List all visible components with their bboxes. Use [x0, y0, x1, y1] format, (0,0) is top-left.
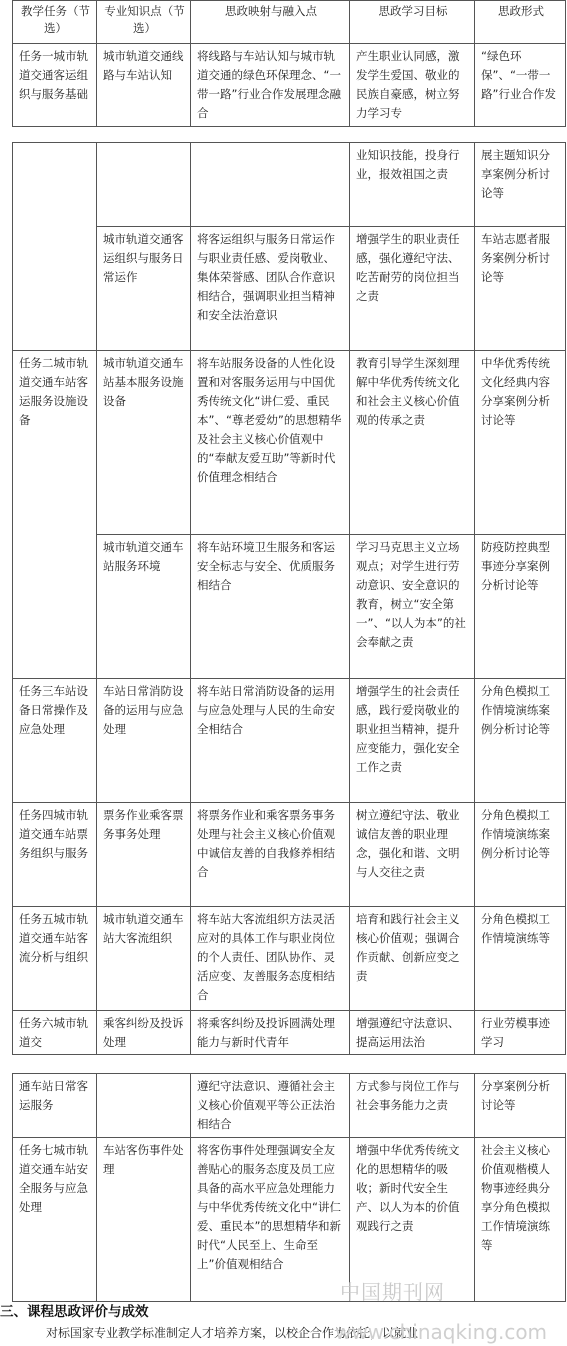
- watermark-cn: 中国期刊网: [340, 1280, 445, 1304]
- mapping-cell: 遵纪守法意识、遵循社会主义核心价值观平等公正法治相结合: [191, 1074, 350, 1138]
- form-cell: 分享案例分析讨论等: [475, 1074, 566, 1138]
- task-cell: 任务四城市轨道交通车站票务组织与服务: [13, 803, 97, 907]
- form-cell: 中华优秀传统文化经典内容分享案例分析讨论等: [475, 351, 566, 535]
- course-table-part3: [12, 1073, 566, 1302]
- knowledge-cell: [97, 1074, 191, 1138]
- table-row: [13, 907, 566, 1011]
- mapping-cell: 将线路与车站认知与城市轨道交通的绿色环保理念、“一带一路”行业合作发展理念融合: [191, 44, 350, 127]
- task-cell: 任务三车站设备日常操作及应急处理: [13, 679, 97, 803]
- mapping-cell: 将客运组织与服务日常运作与职业责任感、爱岗敬业、集体荣誉感、团队合作意识相结合，强调职业担当精神和安全法治意识: [191, 227, 350, 351]
- watermark-url: www.chinaqking.com: [335, 1320, 548, 1344]
- form-cell: 分角色模拟工作情境演练等: [475, 907, 566, 1011]
- knowledge-cell: 车站日常消防设备的运用与应急处理: [97, 679, 191, 803]
- mapping-cell: 将乘客纠纷及投诉圆满处理能力与新时代青年: [191, 1011, 350, 1055]
- form-cell: 防疫防控典型事迹分享案例分析讨论等: [475, 535, 566, 679]
- form-cell: 行业劳模事迹学习: [475, 1011, 566, 1055]
- mapping-cell: 将车站环境卫生服务和客运安全标志与安全、优质服务相结合: [191, 535, 350, 679]
- table-row: [13, 803, 566, 907]
- goal-cell: 业知识技能，投身行业，报效祖国之责: [350, 143, 475, 227]
- task-cell: 通车站日常客运服务: [13, 1074, 97, 1138]
- knowledge-cell: 城市轨道交通车站大客流组织: [97, 907, 191, 1011]
- task-cell: 任务六城市轨道交: [13, 1011, 97, 1055]
- knowledge-cell: 车站客伤事件处理: [97, 1138, 191, 1302]
- mapping-cell: 将车站大客流组织方法灵活应对的具体工作与职业岗位的个人责任、团队协作、灵活应变、友善服务态度相结合: [191, 907, 350, 1011]
- header-task: 教学任务（节选）: [13, 1, 97, 44]
- goal-cell: 教育引导学生深刻理解中华优秀传统文化和社会主义核心价值观的传承之责: [350, 351, 475, 535]
- goal-cell: 增强中华优秀传统文化的思想精华的吸收；新时代安全生产、以人为本的价值观践行之责: [350, 1138, 475, 1302]
- goal-cell: 增强学生的职业责任感，强化遵纪守法、吃苦耐劳的岗位担当之责: [350, 227, 475, 351]
- goal-cell: 学习马克思主义立场观点；对学生进行劳动意识、安全意识的教育，树立“安全第一”、“以人为本”的社会奉献之责: [350, 535, 475, 679]
- header-form: 思政形式: [475, 1, 566, 44]
- task-cell: 任务二城市轨道交通车站客运服务设施设备: [13, 351, 97, 679]
- form-cell: 车站志愿者服务案例分析讨论等: [475, 227, 566, 351]
- mapping-cell: 将客伤事件处理强调安全友善贴心的服务态度及员工应具备的高水平应急处理能力与中华优秀传统文化中“讲仁爱、重民本”的思想精华和新时代“人民至上、生命至上”价值观相结合: [191, 1138, 350, 1302]
- table-row: [13, 1011, 566, 1055]
- mapping-cell: [191, 143, 350, 227]
- table-row: [13, 143, 566, 227]
- course-table-part2: [12, 142, 566, 1055]
- form-cell: 社会主义核心价值观楷模人物事迹经典分享分角色模拟工作情境演练等: [475, 1138, 566, 1302]
- mapping-cell: 将票务作业和乘客票务事务处理与社会主义核心价值观中诚信友善的自我修养相结合: [191, 803, 350, 907]
- goal-cell: 产生职业认同感，激发学生爱国、敬业的民族自豪感，树立努力学习专: [350, 44, 475, 127]
- form-cell: “绿色环保”、“一带一路”行业合作发: [475, 44, 566, 127]
- table-header-row: [13, 1, 566, 44]
- goal-cell: 增强学生的社会责任感，践行爱岗敬业的职业担当精神，提升应变能力，强化安全工作之责: [350, 679, 475, 803]
- knowledge-cell: 城市轨道交通车站基本服务设施设备: [97, 351, 191, 535]
- task-cell: [13, 143, 97, 351]
- form-cell: 展主题知识分享案例分析讨论等: [475, 143, 566, 227]
- table-row: [13, 679, 566, 803]
- table-row: [13, 351, 566, 535]
- task-cell: 任务七城市轨道交通车站安全服务与应急处理: [13, 1138, 97, 1302]
- table-row: [13, 1138, 566, 1302]
- mapping-cell: 将车站日常消防设备的运用与应急处理与人民的生命安全相结合: [191, 679, 350, 803]
- goal-cell: 培育和践行社会主义核心价值观；强调合作贡献、创新应变之责: [350, 907, 475, 1011]
- task-cell: 任务一城市轨道交通客运组织与服务基础: [13, 44, 97, 127]
- header-mapping: 思政映射与融入点: [191, 1, 350, 44]
- form-cell: 分角色模拟工作情境演练案例分析讨论等: [475, 803, 566, 907]
- header-knowledge: 专业知识点（节选）: [97, 1, 191, 44]
- knowledge-cell: 城市轨道交通车站服务环境: [97, 535, 191, 679]
- knowledge-cell: 城市轨道交通线路与车站认知: [97, 44, 191, 127]
- body-paragraph: 对标国家专业教学标准制定人才培养方案，以校企合作为依托，以就业: [46, 1326, 419, 1340]
- header-goal: 思政学习目标: [350, 1, 475, 44]
- form-cell: 分角色模拟工作情境演练案例分析讨论等: [475, 679, 566, 803]
- goal-cell: 方式参与岗位工作与社会事务能力之责: [350, 1074, 475, 1138]
- goal-cell: 树立遵纪守法、敬业诚信友善的职业理念，强化和谐、文明与人交往之责: [350, 803, 475, 907]
- task-cell: 任务五城市轨道交通车站客流分析与组织: [13, 907, 97, 1011]
- mapping-cell: 将车站服务设备的人性化设置和对客服务运用与中国优秀传统文化“讲仁爱、重民本”、“尊老爱幼”的思想精华及社会主义核心价值观中的“奉献友爱互助”等新时代价值理念相结合: [191, 351, 350, 535]
- knowledge-cell: 乘客纠纷及投诉处理: [97, 1011, 191, 1055]
- goal-cell: 增强遵纪守法意识、提高运用法治: [350, 1011, 475, 1055]
- table-row: [13, 1074, 566, 1138]
- course-table-part1: [12, 0, 566, 127]
- section-heading: 三、课程思政评价与成效: [0, 1304, 149, 1320]
- table-row: [13, 44, 566, 127]
- knowledge-cell: 城市轨道交通客运组织与服务日常运作: [97, 227, 191, 351]
- knowledge-cell: 票务作业乘客票务事务处理: [97, 803, 191, 907]
- knowledge-cell: [97, 143, 191, 227]
